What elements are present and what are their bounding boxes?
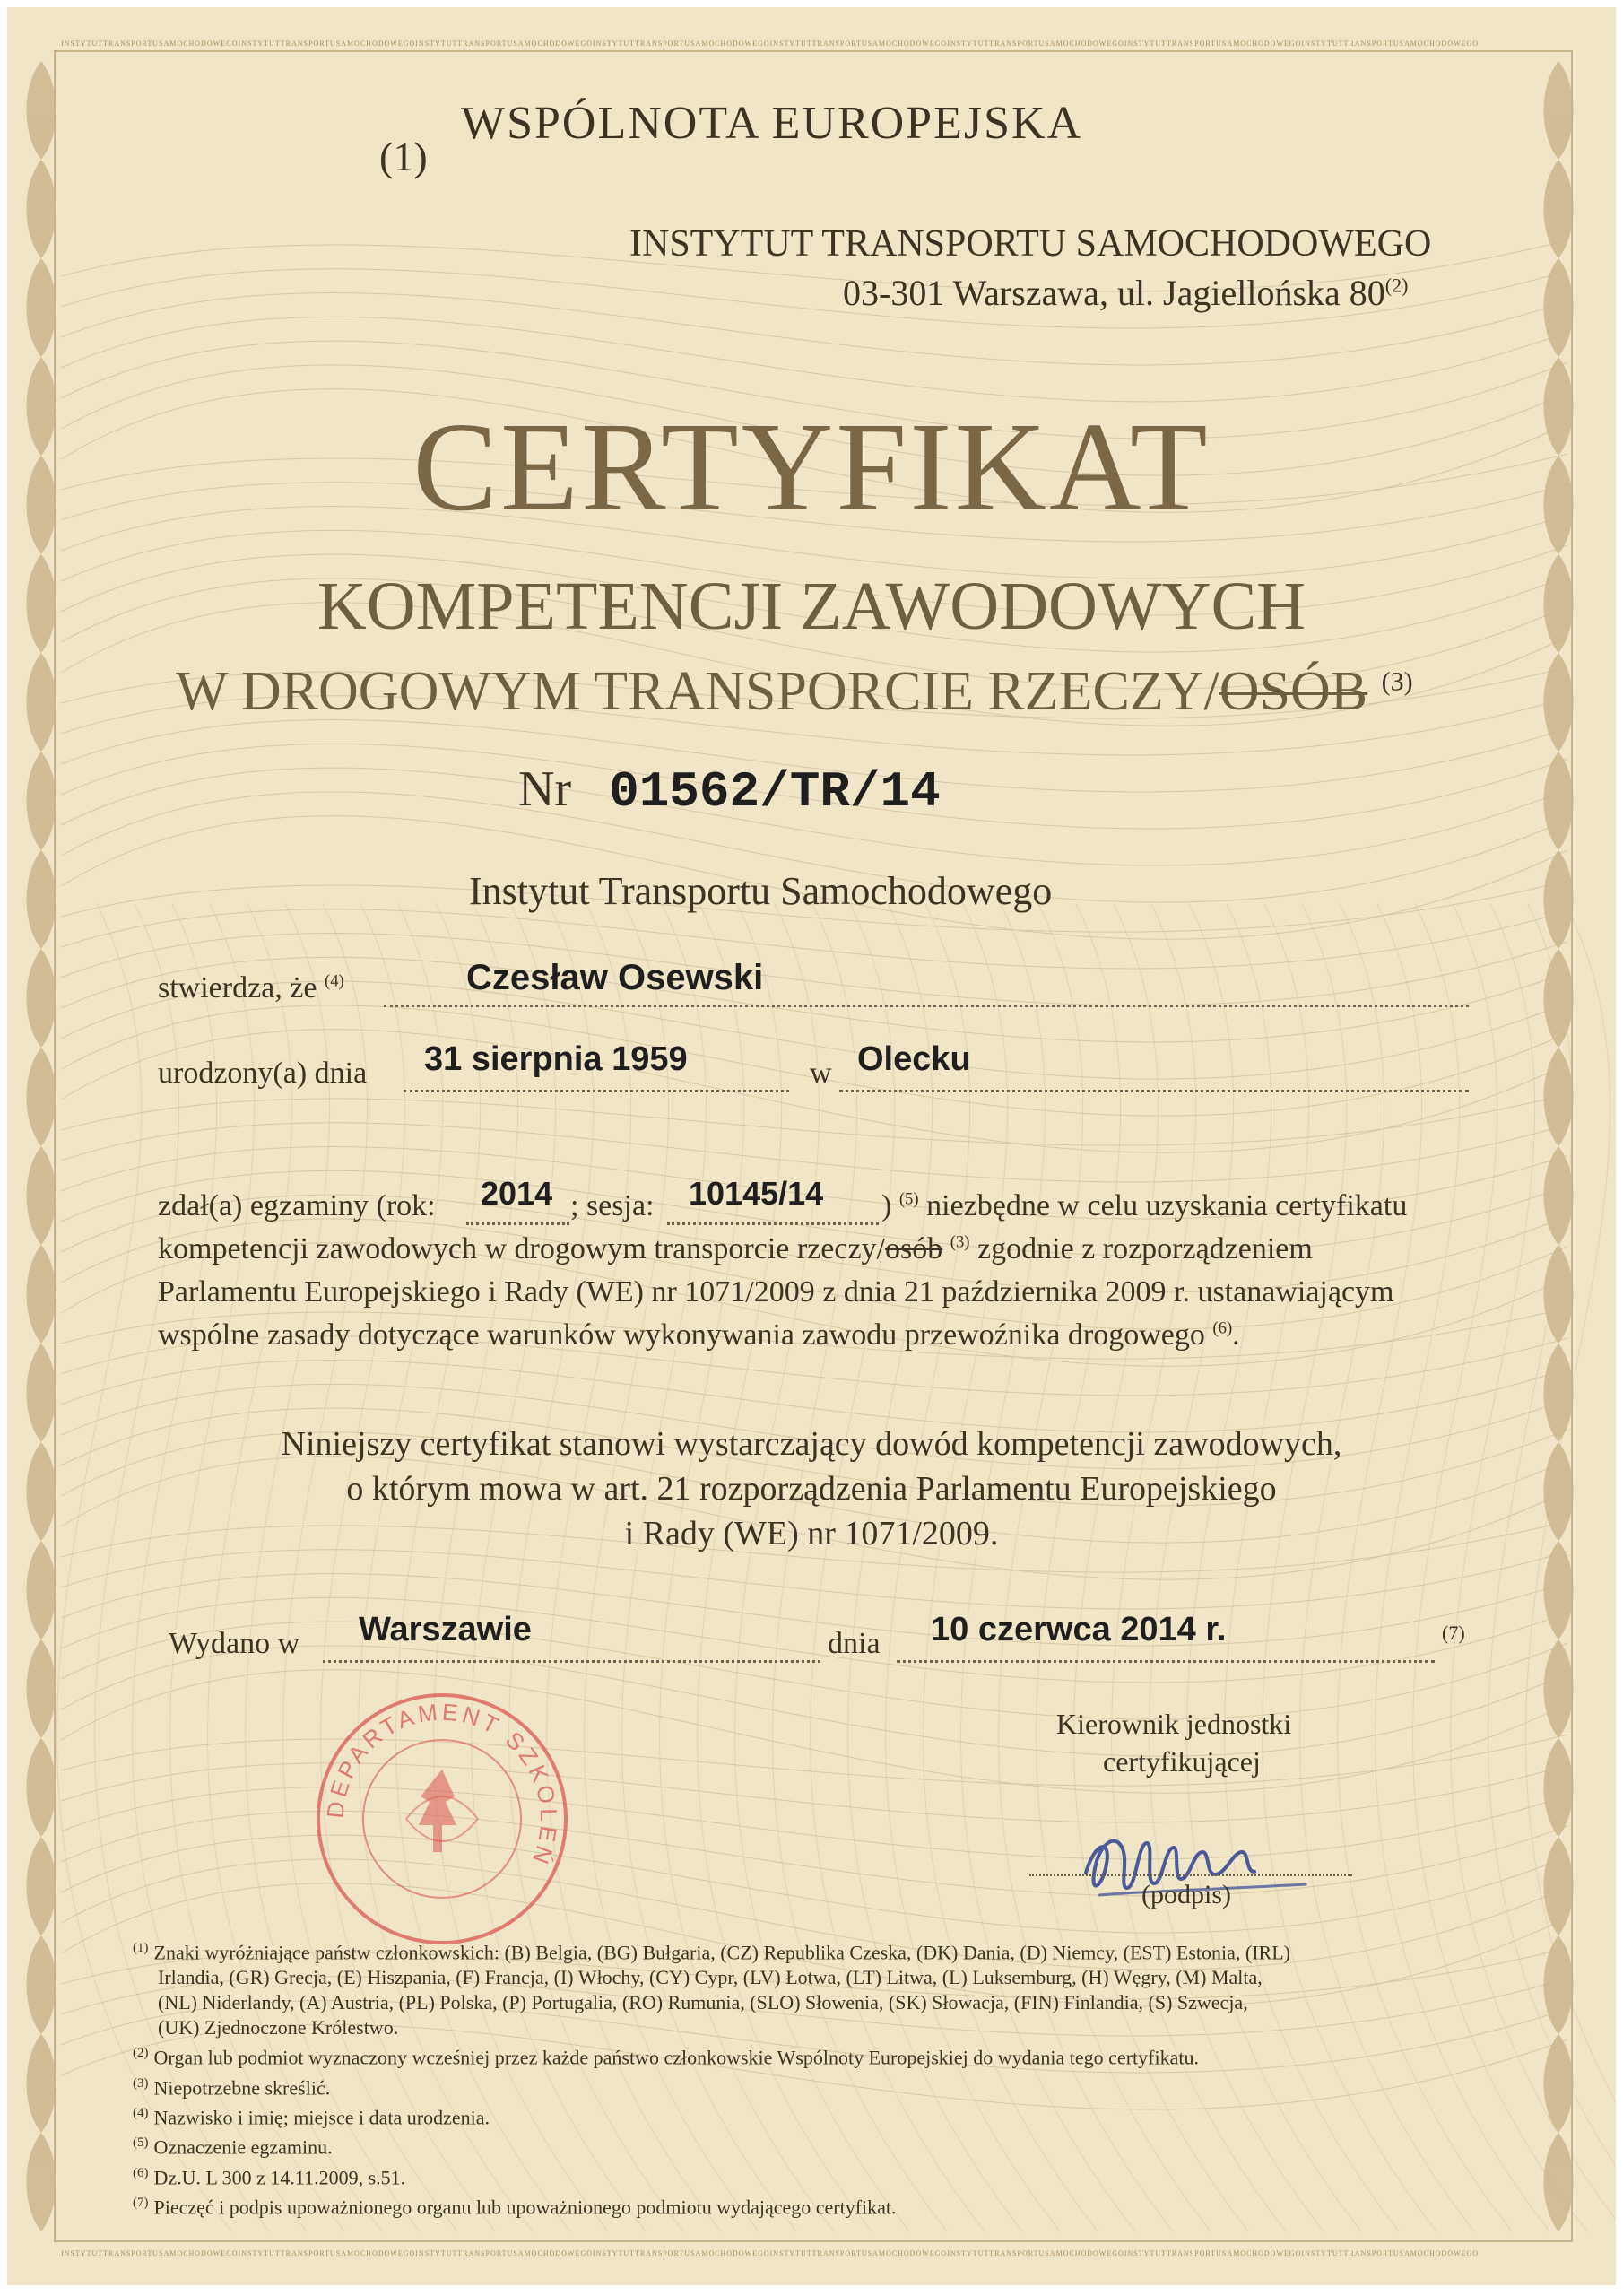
exam-line-end: ) $^{(5)}$ niezbędne w celu uzyskania certyfikatu <box>881 1189 1408 1222</box>
certifies-label: stwierdza, że $^{(4)}$ <box>158 971 344 1004</box>
border-ornament <box>27 949 56 1048</box>
border-ornament <box>27 1048 56 1146</box>
certificate-title: CERTYFIKAT <box>412 396 1211 537</box>
border-ornament <box>27 1738 56 1837</box>
birth-date-dotted-line <box>404 1090 789 1092</box>
footnotes <box>133 1935 1496 2220</box>
border-ornament <box>27 1541 56 1639</box>
body-line-3: Parlamentu Europejskiego i Rady (WE) nr 1071/2009 z dnia 21 października 2009 r. ustanawiającym <box>158 1275 1394 1309</box>
footnote-mark: (4) <box>133 2105 149 2120</box>
struck-word-osob: OSÓB <box>1219 661 1368 722</box>
issued-label: Wydano w <box>169 1627 300 1660</box>
footnote-line <box>133 2161 1496 2190</box>
footnote-line <box>133 1965 1496 1990</box>
birth-place-dotted-line <box>839 1090 1469 1092</box>
born-place-label: w <box>810 1057 832 1090</box>
footnote-mark: (1) <box>133 1941 149 1955</box>
footnote-text: (NL) Niderlandy, (A) Austria, (PL) Polska, (P) Portugalia, (RO) Rumunia, (SLO) Słowenia, (SK) Słowacja, (FIN) Finlandia, (S) Szwecja, <box>158 1991 1248 2014</box>
footnote-text: Niepotrzebne skreślić. <box>153 2075 331 2099</box>
footnote-line <box>133 2130 1496 2160</box>
border-ornament <box>27 2034 56 2133</box>
border-ornament <box>27 1639 56 1738</box>
footnote-text: Oznaczenie egzaminu. <box>153 2135 333 2159</box>
footnote-mark: (3) <box>133 2075 149 2091</box>
signature-caption: (podpis) <box>1141 1880 1231 1909</box>
statement-line-3: i Rady (WE) nr 1071/2009. <box>624 1515 999 1552</box>
footnote-mark: (6) <box>133 2165 149 2180</box>
issuer-address: 03-301 Warszawa, ul. Jagiellońska 80$^{(2)}$ <box>843 273 1409 313</box>
footnote-mark: (5) <box>133 2135 149 2151</box>
footnote-line <box>133 1990 1496 2015</box>
footnote-line <box>133 2100 1496 2130</box>
footnote-line <box>133 1935 1496 1965</box>
signatory-line-2: certyfikującej <box>1103 1745 1261 1778</box>
border-ornament <box>27 1837 56 1935</box>
exam-year: 2014 <box>481 1175 553 1212</box>
footnote-line <box>133 2015 1496 2040</box>
footnote-text: Pieczęć i podpis upoważnionego organu lub upoważnionego podmiotu wydającego certyfikat. <box>153 2196 897 2219</box>
border-ornament <box>27 258 56 357</box>
certificate-number: Nr 01562/TR/14 <box>518 761 941 821</box>
institute-name: Instytut Transportu Samochodowego <box>469 869 1053 913</box>
border-ornament <box>27 160 56 258</box>
exam-line: zdał(a) egzaminy (rok: <box>158 1189 436 1222</box>
footnote-mark: (2) <box>133 2046 149 2061</box>
signatory-line-1: Kierownik jednostki <box>1056 1708 1292 1740</box>
title-line-2: W DROGOWYM TRANSPORCIE RZECZY/OSÓB $^{(3)}$ <box>176 661 1413 722</box>
footnote-line <box>133 2190 1496 2220</box>
border-ornament <box>27 653 56 752</box>
community-heading: WSPÓLNOTA EUROPEJSKA <box>461 98 1083 149</box>
birth-place: Olecku <box>857 1040 971 1078</box>
title-line-1: KOMPETENCJI ZAWODOWYCH <box>317 569 1306 644</box>
exam-session-label: ; sesja: <box>570 1189 655 1222</box>
holder-name: Czesław Osewski <box>466 958 764 997</box>
footnote-text: Dz.U. L 300 z 14.11.2009, s.51. <box>153 2165 406 2188</box>
footnote-line <box>133 2071 1496 2100</box>
footnote-text: Nazwisko i imię; miejsce i data urodzenia. <box>153 2106 490 2129</box>
statement-line-2: o którym mowa w art. 21 rozporządzenia Parlamentu Europejskiego <box>346 1470 1277 1508</box>
exam-session-dotted-line <box>667 1222 879 1225</box>
border-ornament <box>27 61 56 160</box>
border-ornament <box>27 1245 56 1344</box>
statement-line-1: Niniejszy certyfikat stanowi wystarczający dowód kompetencji zawodowych, <box>281 1425 1342 1463</box>
issued-date: 10 czerwca 2014 r. <box>931 1611 1227 1648</box>
svg-text:DEPARTAMENT SZKOLEŃ: DEPARTAMENT SZKOLEŃ <box>321 1698 563 1871</box>
body-line-4: wspólne zasady dotyczące warunków wykonywania zawodu przewoźnika drogowego $^{(6)}$. <box>158 1318 1240 1352</box>
date-label: dnia <box>828 1627 881 1660</box>
name-dotted-line <box>384 1004 1469 1007</box>
border-ornament <box>27 2133 56 2231</box>
border-ornament <box>27 1935 56 2034</box>
country-marker: (1) <box>379 134 428 179</box>
exam-session: 10145/14 <box>689 1175 824 1212</box>
issued-place-dotted-line <box>323 1660 820 1663</box>
left-wave-border <box>27 61 56 2231</box>
footnote-text: (UK) Zjednoczone Królestwo. <box>158 2016 399 2039</box>
body-line-2: kompetencji zawodowych w drogowym transporcie rzeczy/osób $^{(3)}$ zgodnie z rozporządzeniem <box>158 1232 1313 1265</box>
frame-microtext-bottom: INSTYTUTTRANSPORTUSAMOCHODOWEGOINSTYTUTTRANSPORTUSAMOCHODOWEGOINSTYTUTTRANSPORTUSAMOCHODOWEGOINSTYTUTTRANSPORTUSAMOCHODOWEGOINSTYTUTTRANSPORTUSAMOCHODOWEGOINSTYTUTTRANSPORTUSAMOCHODOWEGOINSTYTUTTRANSPORTUSAMOCHODOWEGOINSTYTUTTRANSPORTUSAMOCHODOWEGO <box>61 2249 1480 2257</box>
signature-dotted-line <box>1029 1874 1352 1876</box>
border-ornament <box>27 1146 56 1245</box>
border-ornament <box>27 850 56 949</box>
footnote-text: Irlandia, (GR) Grecja, (E) Hiszpania, (F) Francja, (I) Włochy, (CY) Cypr, (LV) Łotwa, (LT) Litwa, (L) Luksemburg, (H) Węgry, (M) Malta, <box>158 1966 1263 1989</box>
issuer-name: INSTYTUT TRANSPORTU SAMOCHODOWEGO <box>629 223 1432 265</box>
footnote-mark: (7) <box>133 2195 149 2210</box>
official-stamp <box>308 1684 577 1953</box>
footnote-text: Znaki wyróżniające państw członkowskich: (B) Belgia, (BG) Bułgaria, (CZ) Republika Czeska, (DK) Dania, (D) Niemcy, (EST) Estonia, (IRL) <box>153 1941 1290 1964</box>
border-ornament <box>27 752 56 850</box>
born-label: urodzony(a) dnia <box>158 1057 368 1090</box>
exam-year-dotted-line <box>466 1222 569 1225</box>
birth-date: 31 sierpnia 1959 <box>424 1040 688 1078</box>
issuance-note: (7) <box>1442 1622 1465 1644</box>
footnote-line <box>133 2040 1496 2070</box>
certificate-sheet <box>7 7 1616 2285</box>
footnote-text: Organ lub podmiot wyznaczony wcześniej przez każde państwo członkowskie Wspólnoty Europejskiej do wydania tego certyfikatu. <box>153 2046 1199 2069</box>
frame-microtext-top: INSTYTUTTRANSPORTUSAMOCHODOWEGOINSTYTUTTRANSPORTUSAMOCHODOWEGOINSTYTUTTRANSPORTUSAMOCHODOWEGOINSTYTUTTRANSPORTUSAMOCHODOWEGOINSTYTUTTRANSPORTUSAMOCHODOWEGOINSTYTUTTRANSPORTUSAMOCHODOWEGOINSTYTUTTRANSPORTUSAMOCHODOWEGOINSTYTUTTRANSPORTUSAMOCHODOWEGO <box>61 39 1480 48</box>
issued-date-dotted-line <box>897 1660 1435 1663</box>
issued-place: Warszawie <box>359 1611 532 1648</box>
